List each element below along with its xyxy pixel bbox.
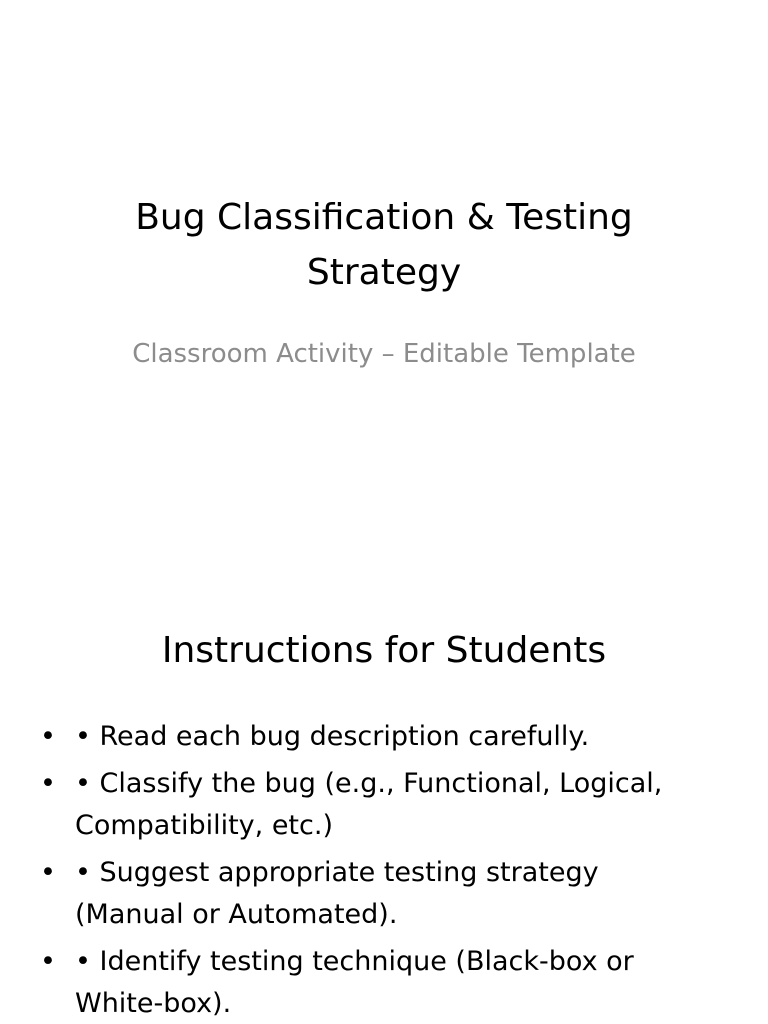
list-item xyxy=(40,716,700,758)
list-item-text: • Read each bug description carefully. xyxy=(75,721,590,752)
list-item-text: • Identify testing technique (Black-box or White-box). xyxy=(75,946,634,1019)
slide-subtitle: Classroom Activity – Editable Template xyxy=(132,339,636,369)
bullet-icon: • xyxy=(40,857,56,888)
list-item xyxy=(40,941,700,1024)
slide-title: Bug Classification & Testing Strategy xyxy=(135,197,633,293)
instruction-list xyxy=(40,716,700,1024)
list-item-text: • Classify the bug (e.g., Functional, Logical, Compatibility, etc.) xyxy=(75,768,663,841)
list-item xyxy=(40,763,700,847)
bullet-icon: • xyxy=(40,768,56,799)
list-item-text: • Suggest appropriate testing strategy (Manual or Automated). xyxy=(75,857,599,930)
bullet-icon: • xyxy=(40,946,56,977)
slide-heading: Instructions for Students xyxy=(161,630,607,671)
list-item xyxy=(40,852,700,936)
bullet-icon: • xyxy=(40,721,56,752)
instructions-slide xyxy=(0,512,768,1024)
